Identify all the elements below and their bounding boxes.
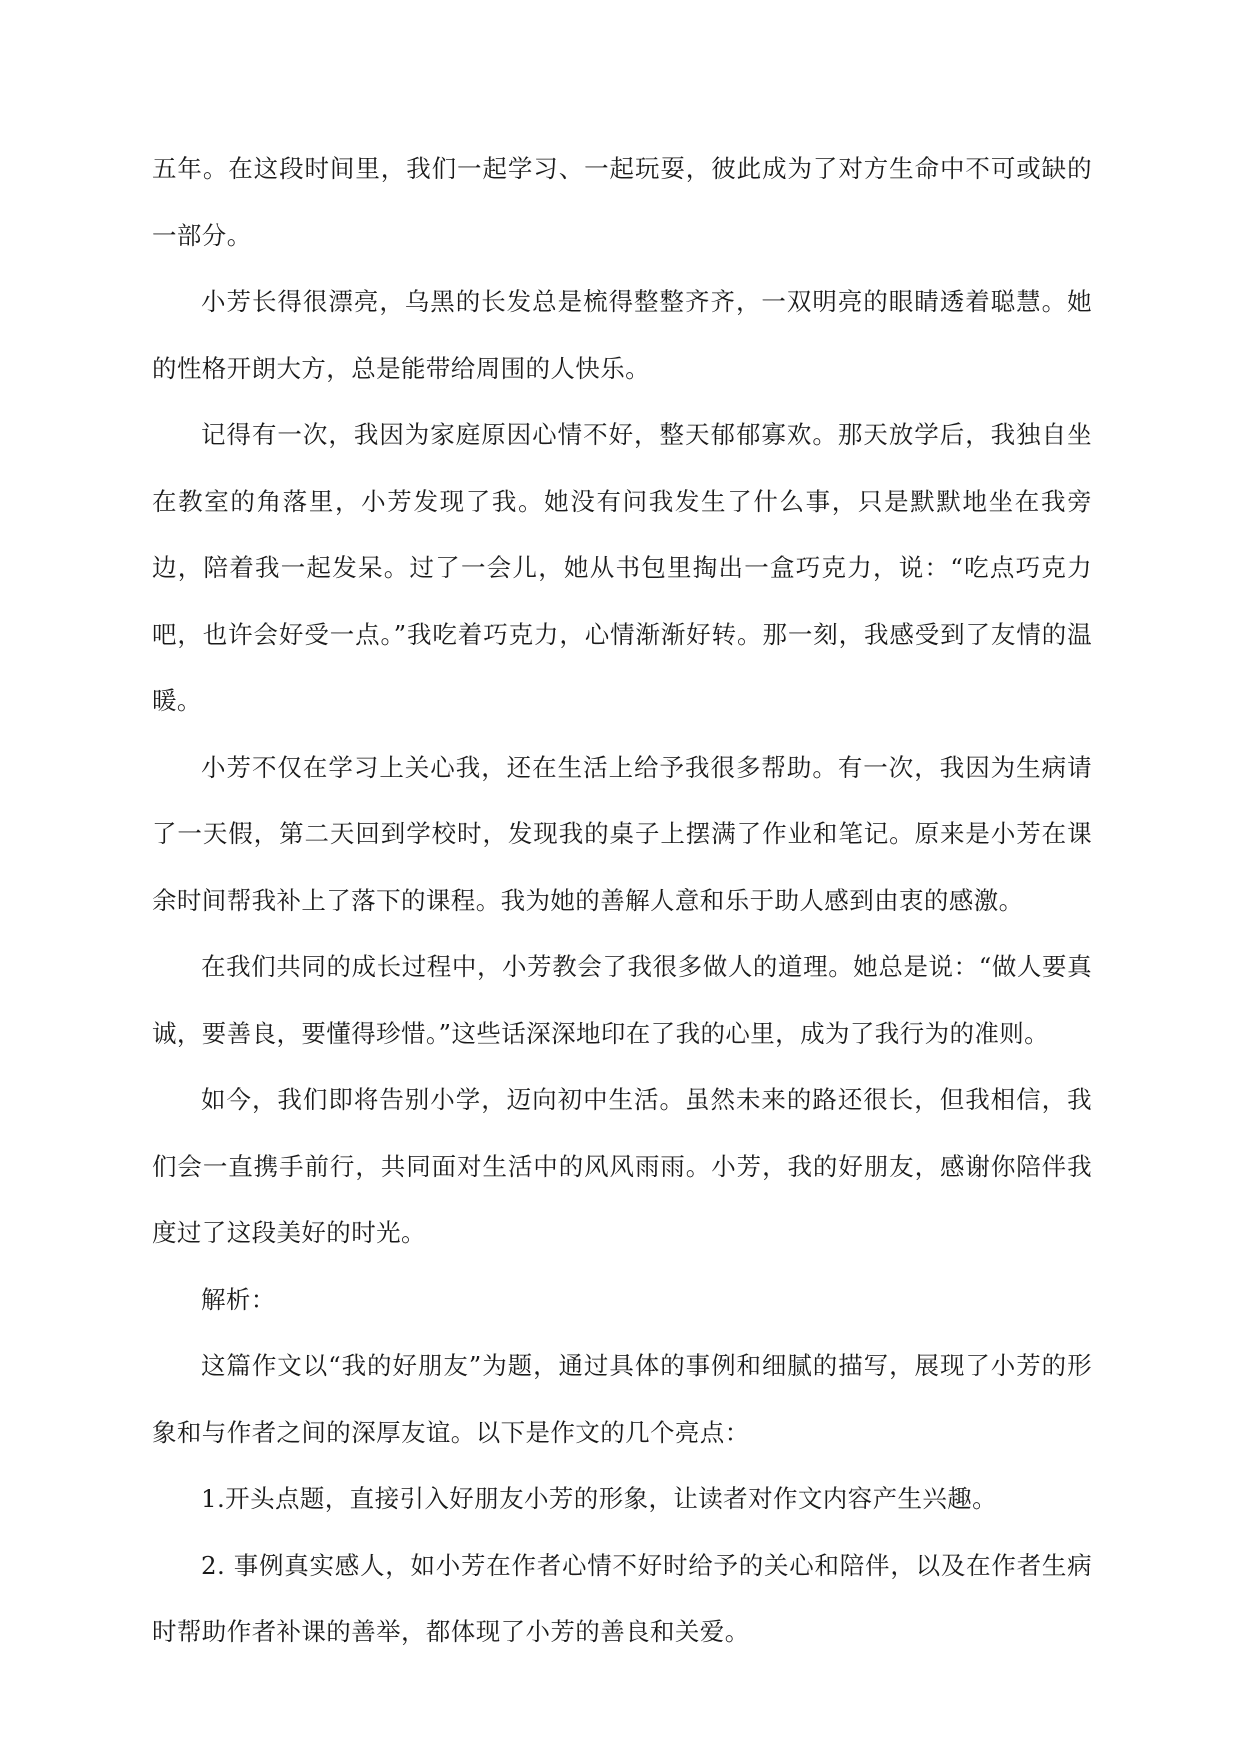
paragraph: 如今，我们即将告别小学，迈向初中生活。虽然未来的路还很长，但我相信，我们会一直携手前行，共同面对生活中的风风雨雨。小芳，我的好朋友，感谢你陪伴我度过了这段美好的时光。: [152, 1085, 1092, 1247]
analysis-paragraph: 这篇作文以“我的好朋友”为题，通过具体的事例和细腻的描写，展现了小芳的形象和与作者之间的深厚友谊。以下是作文的几个亮点：: [152, 1351, 1092, 1447]
paragraph: 五年。在这段时间里，我们一起学习、一起玩耍，彼此成为了对方生命中不可或缺的一部分。: [152, 154, 1092, 250]
analysis-heading: 解析：: [201, 1284, 276, 1314]
paragraph: 在我们共同的成长过程中，小芳教会了我很多做人的道理。她总是说：“做人要真诚，要善良，要懂得珍惜。”这些话深深地印在了我的心里，成为了我行为的准则。: [152, 952, 1092, 1048]
analysis-point: 1.开头点题，直接引入好朋友小芳的形象，让读者对作文内容产生兴趣。: [201, 1484, 998, 1513]
paragraph: 小芳长得很漂亮，乌黑的长发总是梳得整整齐齐，一双明亮的眼睛透着聪慧。她的性格开朗大方，总是能带给周围的人快乐。: [152, 287, 1092, 383]
document-body: [152, 136, 1092, 1666]
analysis-point: 2. 事例真实感人，如小芳在作者心情不好时给予的关心和陪伴，以及在作者生病时帮助作者补课的善举，都体现了小芳的善良和关爱。: [152, 1550, 1092, 1646]
paragraph: 小芳不仅在学习上关心我，还在生活上给予我很多帮助。有一次，我因为生病请了一天假，第二天回到学校时，发现我的桌子上摆满了作业和笔记。原来是小芳在课余时间帮我补上了落下的课程。我为她的善解人意和乐于助人感到由衷的感激。: [152, 752, 1092, 915]
paragraph: 记得有一次，我因为家庭原因心情不好，整天郁郁寡欢。那天放学后，我独自坐在教室的角落里，小芳发现了我。她没有问我发生了什么事，只是默默地坐在我旁边，陪着我一起发呆。过了一会儿，她从书包里掏出一盒巧克力，说：“吃点巧克力吧，也许会好受一点。”我吃着巧克力，心情渐渐好转。那一刻，我感受到了友情的温暖。: [152, 420, 1092, 715]
